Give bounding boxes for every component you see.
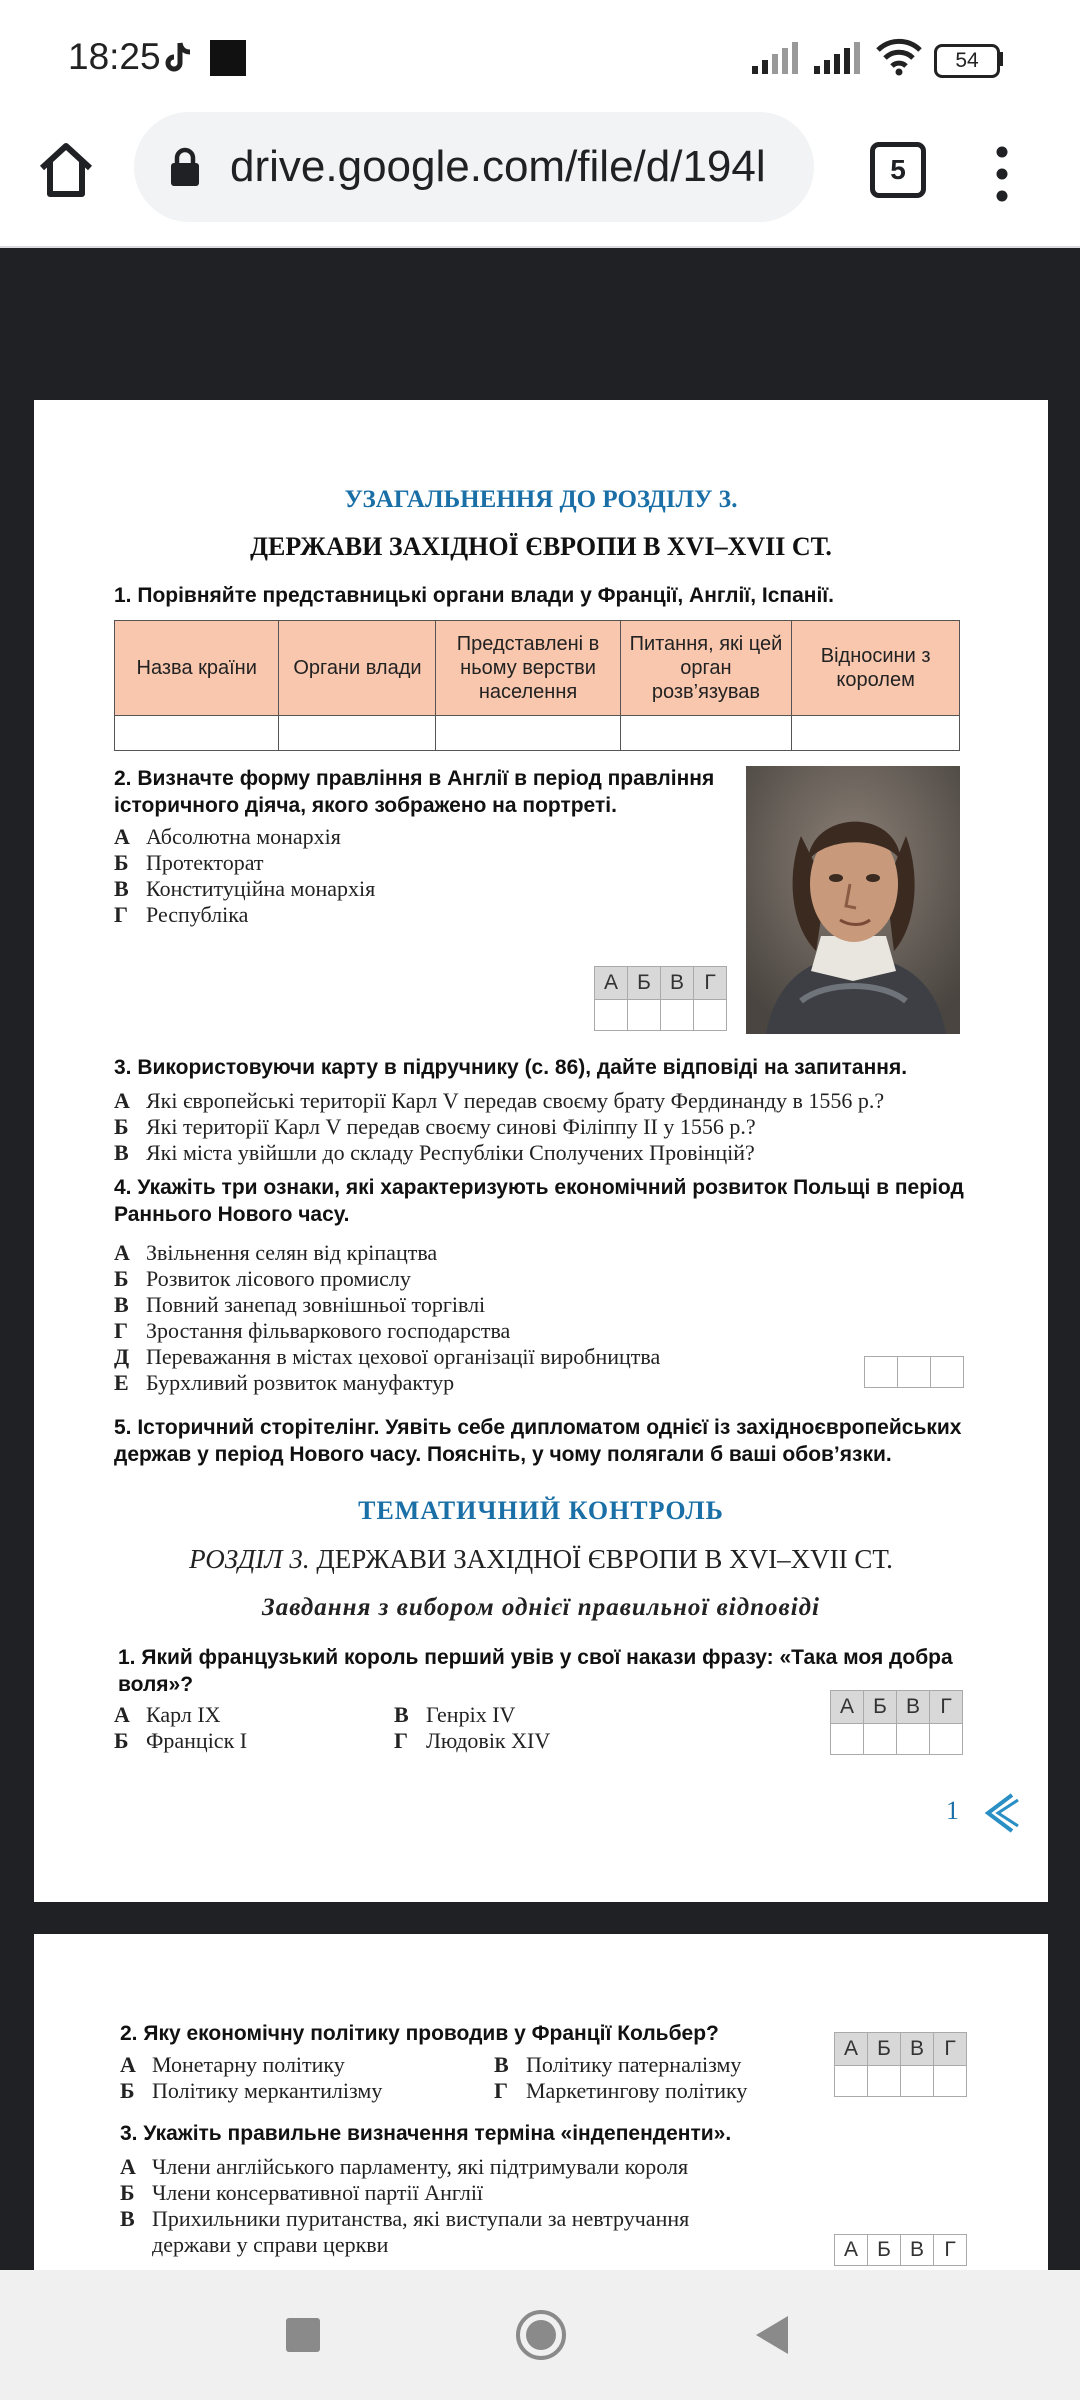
t3-option-b: Б Члени консервативної партії Англії — [120, 2180, 484, 2205]
question-4: 4. Укажіть три ознаки, які характеризують економічний розвиток Польщі в період Раннього Нового часу. — [114, 1176, 964, 1226]
table-header: Назва країни — [115, 621, 279, 716]
question-3: 3. Використовуючи карту в підручнику (с. 86), дайте відповіді на запитання. — [114, 1056, 908, 1079]
t2-option-c: В Політику патерналізму — [494, 2052, 742, 2077]
table-header: Питання, які цей орган розв’язував — [620, 621, 792, 716]
q4-option-e: Д Переважання в містах цехової організації виробництва — [114, 1344, 661, 1369]
t1-option-d: Г Людовік XIV — [394, 1728, 551, 1753]
system-navigation-bar — [0, 2270, 1080, 2400]
status-bar — [0, 0, 1080, 110]
test-question-1: 1. Який французький король перший увів у свої накази фразу: «Така моя добра воля»? — [118, 1646, 953, 1696]
test-question-2: 2. Яку економічну політику проводив у Франції Кольбер? — [120, 2022, 719, 2045]
answer-grid-t1: А Б В Г — [830, 1690, 963, 1755]
table-cell — [620, 716, 792, 751]
home-nav-icon[interactable] — [514, 2308, 568, 2362]
option-d: Г Республіка — [114, 902, 249, 927]
t2-option-b: Б Політику меркантилізму — [120, 2078, 383, 2103]
recents-icon[interactable] — [286, 2318, 320, 2352]
url-text[interactable]: drive.google.com/file/d/194l — [230, 142, 766, 191]
table-cell — [115, 716, 279, 751]
option-b: Б Протекторат — [114, 850, 264, 875]
table-header: Представлені в ньому верстви населення — [436, 621, 620, 716]
document-page-1 — [34, 400, 1048, 1902]
control-title: ТЕМАТИЧНИЙ КОНТРОЛЬ — [358, 1496, 724, 1525]
comparison-table — [114, 620, 960, 751]
answer-grid-t2: А Б В Г — [834, 2032, 967, 2097]
question-1: 1. Порівняйте представницькі органи влади у Франції, Англії, Іспанії. — [114, 584, 835, 607]
t1-option-a: А Карл IX — [114, 1702, 221, 1727]
t1-option-b: Б Франціск I — [114, 1728, 248, 1753]
document-page-2 — [34, 1934, 1048, 2270]
q3-item-a: А Які європейські території Карл V передав своєму брату Фердинанду в 1556 р.? — [114, 1088, 885, 1113]
option-a: А Абсолютна монархія — [114, 824, 341, 849]
back-icon[interactable] — [752, 2314, 790, 2356]
section-heading: ДЕРЖАВИ ЗАХІДНОЇ ЄВРОПИ В XVI–XVII СТ. — [250, 532, 832, 561]
section-subtitle: РОЗДІЛ 3. ДЕРЖАВИ ЗАХІДНОЇ ЄВРОПИ В XVI–XVII СТ. — [189, 1544, 893, 1574]
table-header: Органи влади — [279, 621, 436, 716]
question-2: 2. Визначте форму правління в Англії в період правління історичного діяча, якого зображено на портреті. — [114, 767, 715, 817]
battery-icon: 54 — [934, 44, 1000, 78]
battery-tip — [999, 52, 1003, 66]
t3-option-a: А Члени англійського парламенту, які підтримували короля — [120, 2154, 689, 2179]
tiktok-icon — [160, 40, 196, 76]
tab-switcher-button[interactable]: 5 — [870, 142, 926, 198]
table-cell — [792, 716, 960, 751]
wifi-icon — [876, 38, 922, 76]
page-marker-icon — [982, 1792, 1022, 1834]
q4-option-b: Б Розвиток лісового промислу — [114, 1266, 411, 1291]
notification-square-icon — [210, 40, 246, 76]
t3-option-c: В Прихильники пуританства, які виступали за невтручання — [120, 2206, 690, 2231]
t2-option-d: Г Маркетингову політику — [494, 2078, 748, 2103]
t3-option-c-cont: держави у справи церкви — [152, 2232, 389, 2257]
q4-option-d: Г Зростання фільваркового господарства — [114, 1318, 511, 1343]
browser-toolbar — [0, 110, 1080, 248]
q3-item-c: В Які міста увійшли до складу Республіки Сполучених Провінцій? — [114, 1140, 755, 1165]
address-bar[interactable] — [134, 112, 814, 222]
answer-grid-t3: А Б В Г — [834, 2234, 967, 2266]
status-time: 18:25 — [68, 36, 161, 77]
t2-option-a: А Монетарну політику — [120, 2052, 345, 2077]
table-header: Відносини з королем — [792, 621, 960, 716]
q4-option-f: Е Бурхливий розвиток мануфактур — [114, 1370, 455, 1395]
test-question-3: 3. Укажіть правильне визначення терміна «індепенденти». — [120, 2122, 732, 2145]
lock-icon[interactable] — [168, 146, 202, 188]
signal-icon-1 — [752, 42, 802, 74]
home-icon[interactable] — [36, 140, 96, 200]
table-cell — [279, 716, 436, 751]
answer-grid-q4 — [864, 1356, 964, 1388]
q3-item-b: Б Які території Карл V передав своєму синові Філіппу II у 1556 р.? — [114, 1114, 756, 1139]
t1-option-c: В Генріх IV — [394, 1702, 516, 1727]
portrait-image — [746, 766, 960, 1034]
q4-option-a: А Звільнення селян від кріпацтва — [114, 1240, 438, 1265]
question-5: 5. Історичний сторітелінг. Уявіть себе дипломатом однієї із західноєвропейських держав у період Нового часу. Поясніть, у чому полягали б ваші обов’язки. — [114, 1416, 962, 1466]
answer-grid-q2: А Б В Г — [594, 966, 727, 1031]
q4-option-c: В Повний занепад зовнішньої торгівлі — [114, 1292, 486, 1317]
task-type: Завдання з вибором однієї правильної відповіді — [261, 1594, 820, 1621]
more-options-icon[interactable] — [990, 144, 1014, 204]
page-number: 1 — [946, 1796, 959, 1825]
option-c: В Конституційна монархія — [114, 876, 376, 901]
table-cell — [436, 716, 620, 751]
signal-icon-2 — [814, 42, 864, 74]
cromwell-portrait — [746, 766, 960, 1034]
summary-heading: УЗАГАЛЬНЕННЯ ДО РОЗДІЛУ 3. — [344, 486, 738, 513]
document-viewer[interactable] — [0, 248, 1080, 2270]
